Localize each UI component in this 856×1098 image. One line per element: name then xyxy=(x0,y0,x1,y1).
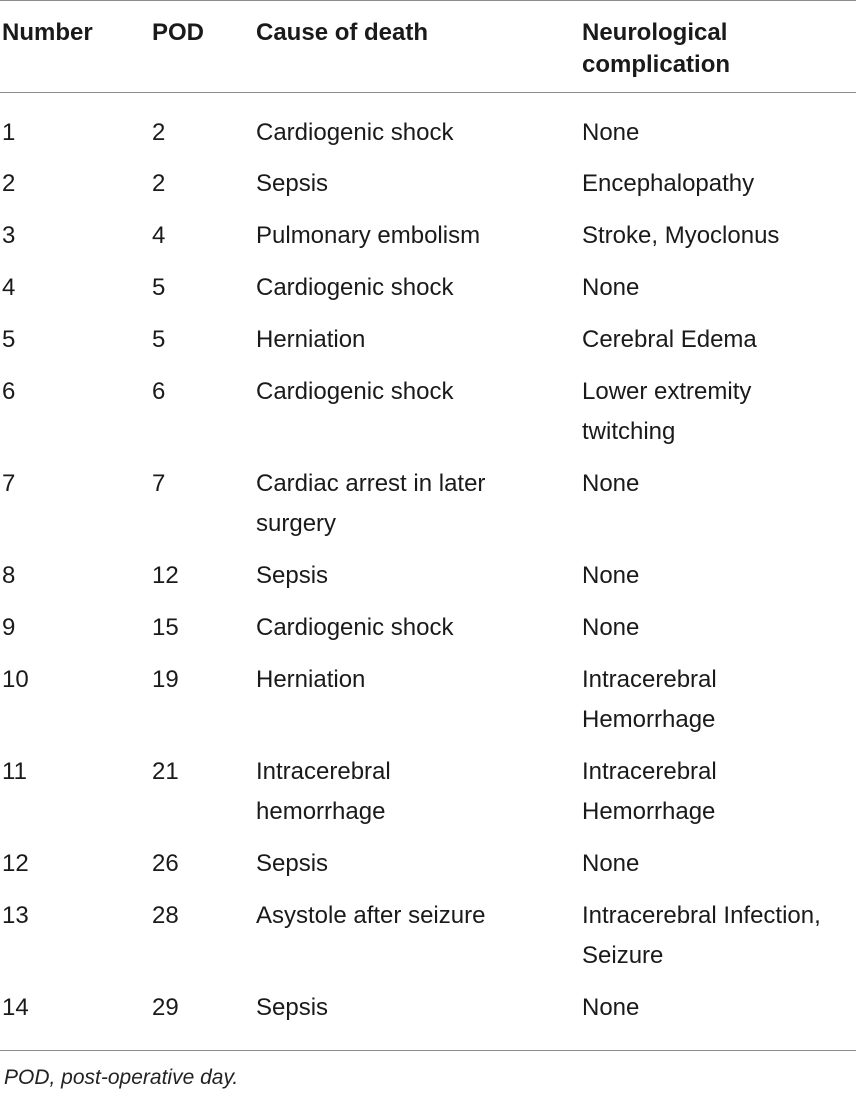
table-row xyxy=(0,164,856,216)
cell-complication: None xyxy=(582,614,640,641)
cell-number: 4 xyxy=(2,274,16,301)
cell-pod: 26 xyxy=(152,850,179,877)
cell-number: 14 xyxy=(2,994,29,1021)
table-row xyxy=(0,320,856,372)
cell-number: 7 xyxy=(2,470,16,497)
cell-pod: 29 xyxy=(152,994,179,1021)
cell-number: 3 xyxy=(2,222,16,249)
cell-cause: Pulmonary embolism xyxy=(256,222,481,249)
cell-pod: 5 xyxy=(152,274,166,301)
cell-cause: Cardiogenic shock xyxy=(256,118,454,146)
cell-complication: None xyxy=(582,274,640,301)
cell-cause: Cardiogenic shock xyxy=(256,274,454,301)
cell-complication: Cerebral Edema xyxy=(582,326,757,353)
cell-number: 2 xyxy=(2,170,16,197)
cell-complication: Intracerebral Hemorrhage xyxy=(582,666,717,733)
cell-number: 6 xyxy=(2,378,16,405)
cell-complication: Encephalopathy xyxy=(582,170,755,197)
table-row xyxy=(0,372,856,464)
table-row xyxy=(0,752,856,844)
header-row xyxy=(0,0,856,92)
table-footnote: POD, post-operative day. xyxy=(4,1066,239,1089)
cell-cause: Sepsis xyxy=(256,562,329,589)
cell-complication: None xyxy=(582,994,640,1021)
cell-cause: Asystole after seizure xyxy=(256,902,486,929)
cell-complication: None xyxy=(582,118,640,146)
cell-cause: Sepsis xyxy=(256,170,329,197)
table-body xyxy=(0,92,856,1045)
table-row xyxy=(0,660,856,752)
cell-number: 11 xyxy=(2,758,27,785)
cell-pod: 7 xyxy=(152,470,166,497)
cell-pod: 5 xyxy=(152,326,166,353)
header-pod: POD xyxy=(150,0,254,92)
cell-cause: Herniation xyxy=(256,666,366,693)
header-cause-of-death: Cause of death xyxy=(254,0,580,92)
table-row xyxy=(0,896,856,988)
table-header xyxy=(0,0,856,92)
cell-pod: 2 xyxy=(152,118,166,146)
cell-complication: None xyxy=(582,850,640,877)
table-row xyxy=(0,988,856,1045)
cell-cause: Cardiac arrest in later surgery xyxy=(256,470,486,537)
cell-complication: Intracerebral Hemorrhage xyxy=(582,758,717,825)
cell-pod: 15 xyxy=(152,614,179,641)
table-row xyxy=(0,464,856,556)
cell-number: 10 xyxy=(2,666,29,693)
table-bottom-rule xyxy=(0,1050,856,1051)
cell-cause: Sepsis xyxy=(256,994,329,1021)
cell-pod: 21 xyxy=(152,758,179,785)
cell-number: 13 xyxy=(2,902,29,929)
table-row xyxy=(0,556,856,608)
cell-complication: Stroke, Myoclonus xyxy=(582,222,780,249)
cell-cause: Cardiogenic shock xyxy=(256,378,454,405)
cell-number: 12 xyxy=(2,850,29,877)
cell-number: 8 xyxy=(2,562,16,589)
cell-complication: Lower extremity twitching xyxy=(582,378,752,445)
cell-cause: Sepsis xyxy=(256,850,329,877)
cell-cause: Intracerebral hemorrhage xyxy=(256,758,391,825)
table-row xyxy=(0,268,856,320)
cell-number: 5 xyxy=(2,326,16,353)
cell-pod: 28 xyxy=(152,902,179,929)
cell-pod: 4 xyxy=(152,222,166,249)
cell-complication: Intracerebral Infection, Seizure xyxy=(582,902,821,969)
cell-complication: None xyxy=(582,562,640,589)
table-row xyxy=(0,608,856,660)
header-number: Number xyxy=(0,0,150,92)
cell-cause: Herniation xyxy=(256,326,366,353)
cell-number: 9 xyxy=(2,614,16,641)
header-neurological-complication: Neurological complication xyxy=(580,0,856,92)
cell-pod: 12 xyxy=(152,562,179,589)
cell-pod: 19 xyxy=(152,666,179,693)
cell-pod: 2 xyxy=(152,170,166,197)
table-row xyxy=(0,844,856,896)
cell-cause: Cardiogenic shock xyxy=(256,614,454,641)
cell-complication: None xyxy=(582,470,640,497)
table-row xyxy=(0,216,856,268)
table-row xyxy=(0,92,856,164)
cell-number: 1 xyxy=(2,118,16,146)
cell-pod: 6 xyxy=(152,378,166,405)
